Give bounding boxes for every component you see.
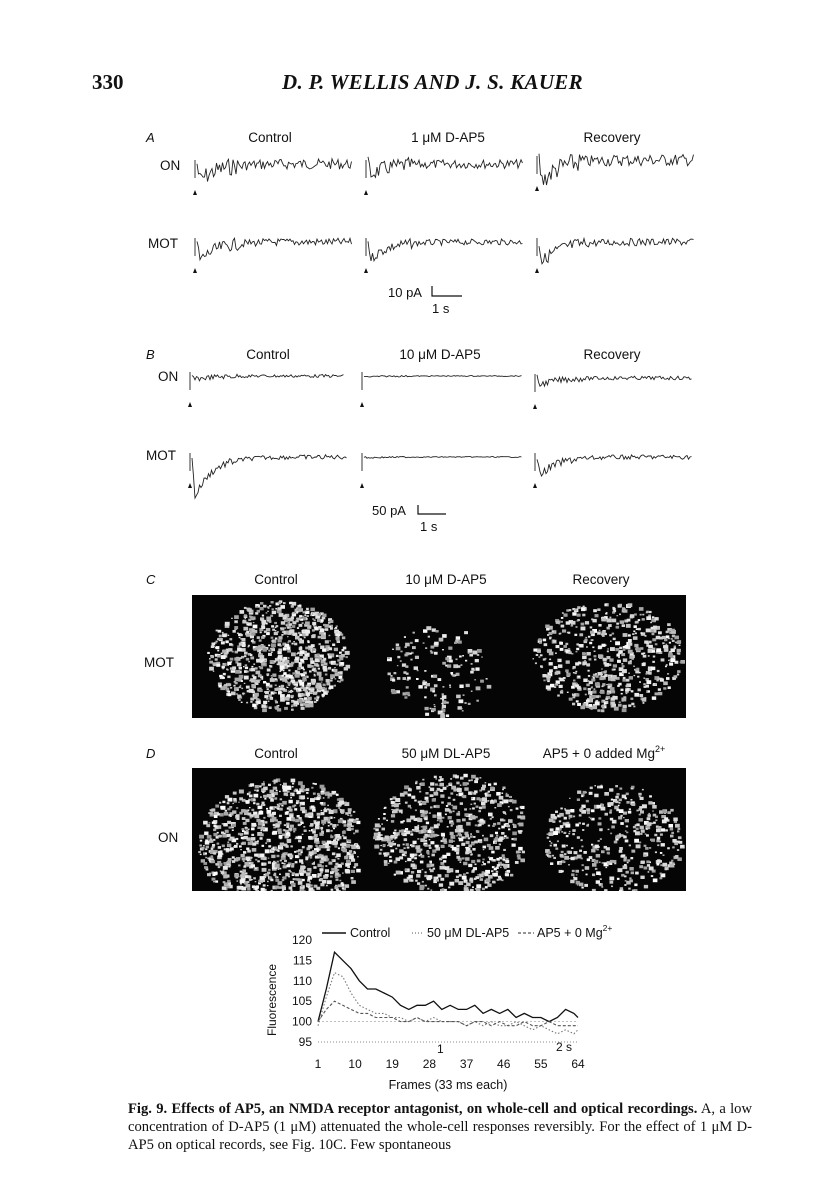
panel-d-col-drug: 50 μM DL-AP5 bbox=[401, 746, 491, 761]
x-tick-label-37: 37 bbox=[459, 1057, 474, 1071]
panel-label-d: D bbox=[146, 746, 156, 761]
panel-b-col-drug: 10 μM D-AP5 bbox=[399, 347, 481, 362]
panel-a-row-on: ON bbox=[160, 158, 181, 173]
panel-a-scale-bar bbox=[432, 286, 462, 296]
trace-b-on-drug-stimulus-marker bbox=[360, 402, 364, 407]
trace-a-mot-control bbox=[195, 238, 352, 260]
x-tick-label-1: 1 bbox=[314, 1057, 322, 1071]
trace-a-on-recovery-stimulus-marker bbox=[535, 186, 539, 191]
trace-panels bbox=[0, 0, 816, 560]
legend-label-dlap5: 50 μM DL-AP5 bbox=[427, 926, 510, 940]
panel-c-col-control: Control bbox=[254, 572, 298, 587]
panel-label-a: A bbox=[146, 130, 155, 145]
trace-b-mot-drug bbox=[362, 453, 522, 471]
panel-d-image-strip bbox=[192, 768, 686, 891]
series-line-1 bbox=[318, 973, 578, 1034]
map-c-drug bbox=[387, 626, 491, 718]
fluorescence-chart bbox=[240, 918, 660, 1096]
trace-a-on-control-stimulus-marker bbox=[193, 190, 197, 195]
page-number: 330 bbox=[92, 70, 124, 94]
panel-b-scale-time: 1 s bbox=[420, 519, 438, 534]
x-axis-label: Frames (33 ms each) bbox=[388, 1078, 508, 1092]
y-tick-label-110: 110 bbox=[292, 973, 312, 988]
y-tick-label-120: 120 bbox=[291, 933, 312, 947]
y-tick-label-100: 100 bbox=[291, 1014, 312, 1029]
map-d-control bbox=[198, 778, 361, 891]
trace-b-mot-drug-stimulus-marker bbox=[360, 483, 364, 488]
panel-d-row-on: ON bbox=[158, 830, 179, 845]
panel-b-scale-current: 50 pA bbox=[372, 503, 406, 518]
trace-a-mot-recovery bbox=[537, 238, 694, 264]
panel-d-col-control: Control bbox=[254, 746, 298, 761]
panel-label-c: C bbox=[146, 572, 156, 587]
trace-b-mot-control-stimulus-marker bbox=[188, 483, 192, 488]
map-c-control bbox=[207, 600, 350, 712]
trace-a-mot-drug bbox=[366, 238, 523, 261]
annotation-2s: 2 s bbox=[556, 1040, 573, 1054]
panel-a-scale-current: 10 pA bbox=[388, 285, 422, 300]
panel-d-header bbox=[0, 738, 816, 770]
plot-area bbox=[318, 952, 578, 1034]
panel-b-col-control: Control bbox=[246, 347, 290, 362]
panel-a-col-recovery: Recovery bbox=[583, 130, 641, 145]
figure-caption bbox=[128, 1100, 752, 1154]
panel-d-col-mg: AP5 + 0 added $Mg^{2+}$ bbox=[542, 744, 666, 761]
trace-a-on-drug bbox=[366, 157, 523, 178]
panel-label-b: B bbox=[146, 347, 155, 362]
panel-a-scale-time: 1 s bbox=[432, 301, 450, 316]
trace-b-on-drug bbox=[362, 372, 522, 390]
y-axis-label: Fluorescence bbox=[265, 963, 279, 1036]
panel-c-fluorescence-maps bbox=[192, 595, 686, 718]
panel-b-row-on: ON bbox=[158, 369, 179, 384]
y-axis bbox=[292, 933, 578, 1049]
map-d-drug bbox=[373, 774, 525, 891]
running-title: D. P. WELLIS AND J. S. KAUER bbox=[282, 70, 583, 94]
x-tick-label-64: 64 bbox=[571, 1057, 585, 1071]
trace-b-mot-control bbox=[190, 453, 347, 498]
x-tick-label-10: 10 bbox=[348, 1057, 362, 1071]
y-tick-label-95: 95 bbox=[298, 1035, 312, 1049]
chart-legend bbox=[322, 923, 612, 940]
trace-b-mot-recovery bbox=[535, 453, 692, 476]
x-axis bbox=[315, 1057, 585, 1071]
annotation-1: 1 bbox=[437, 1042, 444, 1056]
trace-a-on-drug-stimulus-marker bbox=[364, 190, 368, 195]
y-tick-label-115: 115 bbox=[292, 953, 312, 968]
trace-b-on-control bbox=[190, 372, 344, 390]
panel-c-row-mot: MOT bbox=[144, 655, 174, 670]
legend-label-control: Control bbox=[350, 926, 391, 940]
map-c-recovery bbox=[533, 603, 686, 712]
trace-b-on-control-stimulus-marker bbox=[188, 402, 192, 407]
trace-a-on-recovery bbox=[537, 154, 694, 185]
series-line-0 bbox=[318, 952, 578, 1021]
star-marker-d: ★ bbox=[302, 855, 317, 872]
panel-a-col-control: Control bbox=[248, 130, 292, 145]
x-tick-label-19: 19 bbox=[385, 1057, 399, 1071]
panel-b-col-recovery: Recovery bbox=[583, 347, 641, 362]
trace-a-mot-control-stimulus-marker bbox=[193, 268, 197, 273]
panel-a-col-drug: 1 μM D-AP5 bbox=[411, 130, 485, 145]
panel-d-fluorescence-maps bbox=[192, 768, 686, 891]
caption-body: A, a low concentration of D-AP5 (1 μM) attenuated the whole-cell responses reversibly. For the effect of 1 μM D-AP5 on optical records, see Fig. 10C. Few spontaneous bbox=[128, 1101, 752, 1153]
x-tick-label-28: 28 bbox=[422, 1057, 437, 1071]
trace-a-mot-recovery-stimulus-marker bbox=[535, 268, 539, 273]
trace-b-mot-recovery-stimulus-marker bbox=[533, 483, 537, 488]
trace-b-on-recovery bbox=[535, 374, 692, 392]
y-tick-label-105: 105 bbox=[291, 994, 312, 1009]
x-tick-label-46: 46 bbox=[497, 1057, 511, 1071]
panel-a-traces bbox=[193, 154, 694, 273]
trace-b-on-recovery-stimulus-marker bbox=[533, 404, 537, 409]
panel-b-scale-bar bbox=[418, 505, 446, 514]
trace-a-mot-drug-stimulus-marker bbox=[364, 268, 368, 273]
panel-c-col-drug: 10 μM D-AP5 bbox=[405, 572, 487, 587]
panel-c-image-strip bbox=[192, 595, 686, 718]
star-marker-c: ★ bbox=[285, 679, 298, 695]
panel-c-col-recovery: Recovery bbox=[572, 572, 630, 587]
series-line-2 bbox=[318, 1001, 578, 1025]
trace-a-on-control bbox=[195, 159, 352, 182]
map-d-mg bbox=[545, 785, 685, 891]
panel-b-traces bbox=[188, 372, 692, 498]
legend-label-mg: AP5 + 0 $Mg^{2+}$ bbox=[537, 923, 613, 940]
caption-title: Fig. 9. Effects of AP5, an NMDA receptor antagonist, on whole-cell and optical recordings. bbox=[128, 1101, 698, 1117]
x-tick-label-55: 55 bbox=[534, 1057, 548, 1071]
panel-a-row-mot: MOT bbox=[148, 236, 178, 251]
panel-c-header bbox=[0, 560, 816, 600]
panel-b-row-mot: MOT bbox=[146, 448, 176, 463]
